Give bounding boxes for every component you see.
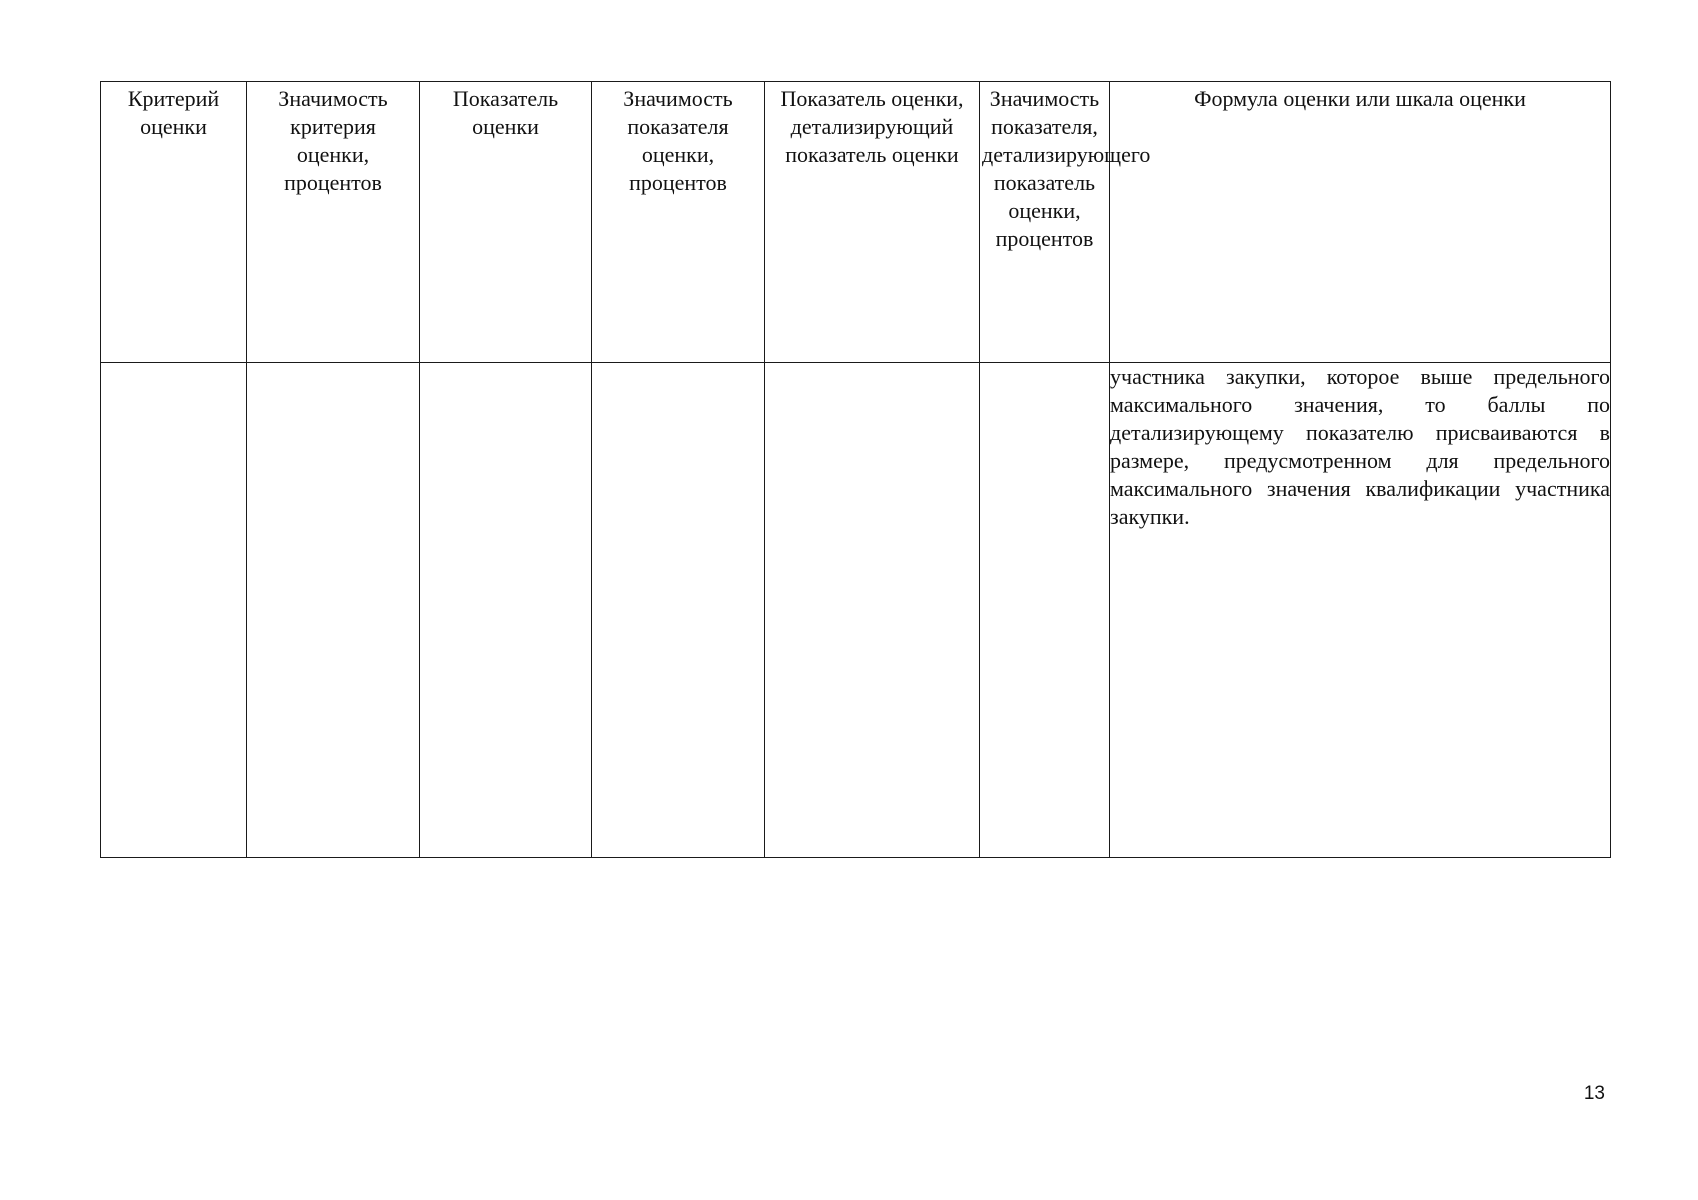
cell-criterion [101, 363, 247, 858]
table-row [101, 363, 1611, 858]
cell-detail-weight [980, 363, 1110, 858]
header-indicator: Показатель оценки [420, 82, 592, 363]
cell-detail-indicator [765, 363, 980, 858]
header-criterion-weight: Значимость критерия оценки, процентов [247, 82, 420, 363]
formula-text: участника закупки, которое выше предельного максимального значения, то баллы по детализирующему показателю присваиваются в размере, предусмотренном для предельного максимального значения квалификации участника закупки. [1110, 364, 1610, 529]
header-detail-weight: Значимость показателя, детализирующего показатель оценки, процентов [980, 82, 1110, 363]
header-indicator-weight: Значимость показателя оценки, процентов [592, 82, 765, 363]
page-number: 13 [1583, 1083, 1605, 1104]
header-formula: Формула оценки или шкала оценки [1110, 82, 1611, 363]
cell-criterion-weight [247, 363, 420, 858]
cell-indicator [420, 363, 592, 858]
header-detail-indicator: Показатель оценки, детализирующий показатель оценки [765, 82, 980, 363]
table-header-row [101, 82, 1611, 363]
cell-formula [1110, 363, 1611, 858]
cell-indicator-weight [592, 363, 765, 858]
evaluation-criteria-table [100, 81, 1611, 858]
header-criterion: Критерий оценки [101, 82, 247, 363]
